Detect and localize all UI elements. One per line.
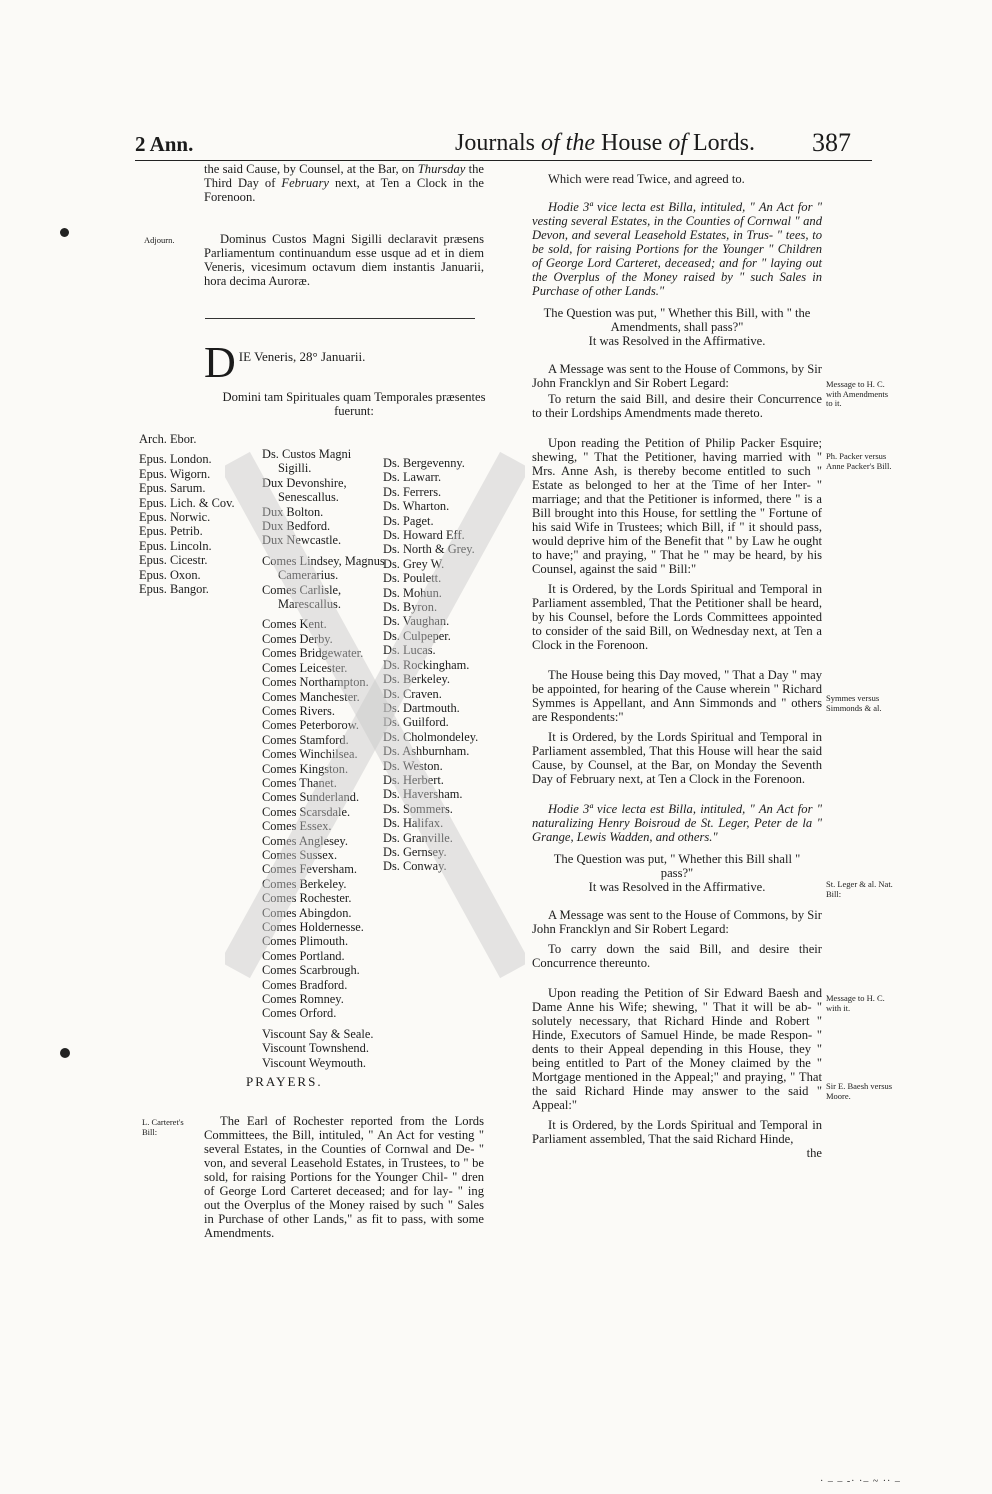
margin-note-carteret: L. Carteret's Bill: bbox=[142, 1117, 184, 1137]
peer-entry: Comes Peterborow. bbox=[262, 718, 359, 733]
peer-entry: Comes Lindsey, Magnus Camerarius. bbox=[262, 553, 385, 583]
peer-entry: Comes Essex. bbox=[262, 819, 332, 834]
margin-note-baesh: Sir E. Baesh versus Moore. bbox=[826, 1081, 893, 1101]
baron-entry: Ds. Mohun. bbox=[383, 585, 442, 600]
bishop-entry: Epus. London. bbox=[139, 452, 212, 467]
peer-entry: Comes Sunderland. bbox=[262, 790, 360, 805]
baron-entry: Ds. Conway. bbox=[383, 859, 447, 874]
peer-entry: Comes Carlisle, Marescallus. bbox=[262, 582, 342, 612]
peer-entry: Comes Orford. bbox=[262, 1006, 337, 1021]
baron-entry: Ds. Herbert. bbox=[383, 772, 444, 787]
peer-entry: Comes Plimouth. bbox=[262, 934, 349, 949]
peer-entry: Comes Anglesey. bbox=[262, 833, 348, 848]
baron-entry: Ds. Craven. bbox=[383, 686, 442, 701]
peer-entry: Comes Northampton. bbox=[262, 675, 369, 690]
margin-note-message-commons: Message to H. C. with it. bbox=[826, 993, 885, 1013]
peer-entry: Viscount Weymouth. bbox=[262, 1055, 367, 1070]
drop-cap: D bbox=[204, 338, 236, 387]
baron-entry: Ds. Lawarr. bbox=[383, 470, 442, 485]
bishop-entry: Epus. Bangor. bbox=[139, 582, 209, 597]
baron-entry: Ds. Sommers. bbox=[383, 801, 453, 816]
baron-entry: Ds. Byron. bbox=[383, 600, 438, 615]
section-rule bbox=[205, 318, 475, 319]
baron-entry: Ds. Wharton. bbox=[383, 499, 450, 514]
baron-entry: Ds. Halifax. bbox=[383, 816, 444, 831]
peer-entry: Comes Bridgewater. bbox=[262, 646, 364, 661]
baron-entry: Ds. Bergevenny. bbox=[383, 456, 465, 470]
peer-entry: Dux Bolton. bbox=[262, 504, 324, 519]
baron-entry: Ds. Culpeper. bbox=[383, 628, 451, 643]
peer-entry: Comes Scarbrough. bbox=[262, 963, 360, 978]
peer-entry: Comes Kent. bbox=[262, 617, 327, 632]
margin-note-symmes: Symmes versus Simmonds & al. bbox=[826, 693, 882, 713]
baron-entry: Ds. Lucas. bbox=[383, 643, 436, 658]
prayers-heading: PRAYERS. bbox=[246, 1074, 323, 1089]
barons-list bbox=[383, 456, 493, 874]
bishop-entry: Epus. Lincoln. bbox=[139, 538, 212, 553]
header-rule bbox=[135, 160, 872, 161]
baron-entry: Ds. Granville. bbox=[383, 830, 453, 845]
date-heading: D IE Veneris, 28° Januarii. bbox=[204, 338, 366, 387]
peer-entry: Comes Stamford. bbox=[262, 732, 349, 747]
peer-entry: Dux Newcastle. bbox=[262, 533, 342, 548]
carteret-report: The Earl of Rochester reported from the Lords Committees, the Bill, intituled, " An Act for vesting " several Estates, in the Counties of Cornwal and De- " von, and several Leasehold Estates, in Trustees, to " be sold, for raising Portions for the Younger Chil- " dren of George Lord Carteret deceased; and for lay- " ing out the Overplus of the Money raised by such " Sales in Purchase of other Lands," as fit to pass, with some Amendments. bbox=[204, 1114, 484, 1240]
peer-entry: Comes Leicester. bbox=[262, 660, 348, 675]
margin-note-st-leger: St. Leger & al. Nat. Bill: bbox=[826, 879, 893, 899]
baron-entry: Ds. Paget. bbox=[383, 513, 434, 528]
peer-entry: Comes Rivers. bbox=[262, 703, 335, 718]
baron-entry: Ds. Gernsey. bbox=[383, 844, 447, 859]
journal-title: Journals of the House of Lords. bbox=[455, 130, 755, 156]
bishop-entry: Epus. Sarum. bbox=[139, 481, 206, 496]
baron-entry: Ds. Ferrers. bbox=[383, 484, 442, 499]
peer-entry: Comes Scarsdale. bbox=[262, 804, 351, 819]
bishop-entry: Epus. Oxon. bbox=[139, 567, 201, 582]
bishop-entry: Epus. Cicestr. bbox=[139, 553, 208, 568]
bishop-entry: Epus. Lich. & Cov. bbox=[139, 495, 235, 510]
margin-note-packer: Ph. Packer versus Anne Packer's Bill. bbox=[826, 451, 892, 471]
peer-entry: Dux Bedford. bbox=[262, 519, 331, 534]
peer-entry: Comes Bradford. bbox=[262, 977, 348, 992]
margin-note-message-amendments: Message to H. C. with Amendments to it. bbox=[826, 379, 889, 408]
page-number: 387 bbox=[812, 128, 851, 157]
peer-entry: Comes Feversham. bbox=[262, 862, 357, 877]
present-heading: Domini tam Spirituales quam Temporales præsentes fuerunt: bbox=[222, 390, 486, 418]
peer-entry: Comes Thanet. bbox=[262, 775, 337, 790]
running-header bbox=[0, 130, 992, 164]
baron-entry: Ds. Grey W. bbox=[383, 556, 445, 571]
peer-entry: Comes Kingston. bbox=[262, 761, 349, 776]
baron-entry: Ds. Vaughan. bbox=[383, 614, 450, 629]
ink-blot bbox=[60, 228, 69, 237]
bishop-entry: Epus. Norwic. bbox=[139, 510, 211, 525]
peer-entry: Comes Abingdon. bbox=[262, 905, 352, 920]
peer-entry: Comes Holdernesse. bbox=[262, 920, 364, 934]
baron-entry: Ds. Dartmouth. bbox=[383, 700, 460, 715]
baron-entry: Ds. Weston. bbox=[383, 758, 443, 773]
margin-note-adjourn: Adjourn. bbox=[144, 235, 175, 245]
baron-entry: Ds. Rockingham. bbox=[383, 657, 470, 672]
baron-entry: Ds. Berkeley. bbox=[383, 672, 450, 687]
baron-entry: Ds. Poulett. bbox=[383, 571, 442, 586]
bishop-entry: Epus. Petrib. bbox=[139, 524, 203, 539]
baron-entry: Ds. Haversham. bbox=[383, 787, 463, 802]
bishop-entry: Epus. Wigorn. bbox=[139, 466, 211, 481]
peer-entry: Comes Berkeley. bbox=[262, 876, 347, 891]
peer-entry: Comes Sussex. bbox=[262, 847, 338, 862]
peer-entry: Comes Derby. bbox=[262, 631, 333, 646]
peer-entry: Ds. Custos Magni Sigilli. bbox=[262, 447, 352, 476]
peer-entry: Viscount Townshend. bbox=[262, 1041, 369, 1056]
ink-blot bbox=[60, 1048, 70, 1058]
right-column: Which were read Twice, and agreed to. Hodie 3ª vice lecta est Billa, intituled, " An Act for " vesting several Estates, in the Counties of Cornwal " and Devon, and several Leasehold Estates, in Trus- " tees, to be sold, for raising Portions for the Younger " Children of George Lord Carteret, deceased; and for " laying out the Overplus of the Money raised by " such Sales in Purchase of other Lands." The Question was put, " Whether this Bill, with " the Amendments, shall pass?" It was Resolved in the Affirmative. A Message was sent to the House of Commons, by Sir John Francklyn and Sir Robert Legard: To return the said Bill, and desire their Concurrence to their Lordships Amendments made thereto. Upon reading the Petition of Philip Packer Esquire; shewing, " That the Petitioner, having married with " Mrs. Anne Ash, is thereby become entitled to such " Estate as belonged to her at the Time of her Inter- " marriage; and that the Petitioner is informed, there " is a Bill brought into this House, for settling the " Fortune of his said Wife in Trustees; which Bill, if " it should pass, would deprive him of the Benefit that " by Law he ought to have;" and praying, " That he " may be heard, by his Counsel, against the said " Bill:" It is Ordered, by the Lords Spiritual and Temporal in Parliament assembled, That the Petitioner shall be heard, by his Counsel, before the Lords Committees appointed to consider of the said Bill, on Wednesday next, at Ten a Clock in the Forenoon. The House being this Day moved, " That a Day " may be appointed, for hearing of the Cause wherein " Richard Symmes is Appellant, and Ann Simmonds and " others are Respondents:" It is Ordered, by the Lords Spiritual and Temporal in Parliament assembled, That this House will hear the said Cause, by Counsel, at the Bar, on Monday the Seventh Day of February next, at Ten a Clock in the Forenoon. Hodie 3ª vice lecta est Billa, intituled, " An Act for " naturalizing Henry Boisroud de St. Leger, Peter de la " Grange, Lewis Wadden, and others." The Question was put, " Whether this Bill shall " pass?" It was Resolved in the Affirmative. A Message was sent to the House of Commons, by Sir John Francklyn and Sir Robert Legard: To carry down the said Bill, and desire their Concurrence thereunto. Upon reading the Petition of Sir Edward Baesh and Dame Anne his Wife; shewing, " That it will be ab- " solutely necessary, that Richard Hinde and Robert " Hinde, Executors of Samuel Hinde, be made Respon- " dents to their Appeal depending in this House, they " being entitled to Part of the Money claimed by the " Mortgage mentioned in the Appeal;" and praying, " That the said Richard Hinde may answer to the said " Appeal:" It is Ordered, by the Lords Spiritual and Temporal in Parliament assembled, That the said Richard Hinde, the bbox=[532, 172, 822, 1160]
regnal-year: 2 Ann. bbox=[135, 132, 194, 156]
bishops-list bbox=[139, 432, 259, 596]
left-continuation: the said Cause, by Counsel, at the Bar, on Thursday the Third Day of February next, at Ten a Clock in the Forenoon. bbox=[204, 162, 485, 204]
peer-entry: Comes Portland. bbox=[262, 948, 345, 963]
peer-entry: Comes Rochester. bbox=[262, 891, 352, 906]
peer-entry: Comes Winchilsea. bbox=[262, 747, 358, 762]
baron-entry: Ds. Guilford. bbox=[383, 715, 449, 730]
baron-entry: Ds. Cholmondeley. bbox=[383, 729, 479, 744]
peers-list bbox=[262, 447, 387, 1070]
scan-artifact: · – – -· ·– ~ ·· – bbox=[820, 1476, 901, 1487]
baron-entry: Ds. Ashburnham. bbox=[383, 744, 470, 759]
peer-entry: Comes Romney. bbox=[262, 992, 344, 1007]
bishop-entry: Arch. Ebor. bbox=[139, 432, 197, 446]
baron-entry: Ds. Howard Eff. bbox=[383, 528, 465, 543]
peer-entry: Viscount Say & Seale. bbox=[262, 1026, 374, 1041]
peer-entry: Dux Devonshire, Senescallus. bbox=[262, 475, 347, 505]
baron-entry: Ds. North & Grey. bbox=[383, 542, 475, 557]
adjourn-paragraph: Dominus Custos Magni Sigilli declaravit præsens Parliamentum continuandum esse usque ad et in diem Veneris, vicesimum octavum diem instantis Januarii, hora decima Auroræ. bbox=[204, 232, 484, 288]
peer-entry: Comes Manchester. bbox=[262, 689, 360, 704]
